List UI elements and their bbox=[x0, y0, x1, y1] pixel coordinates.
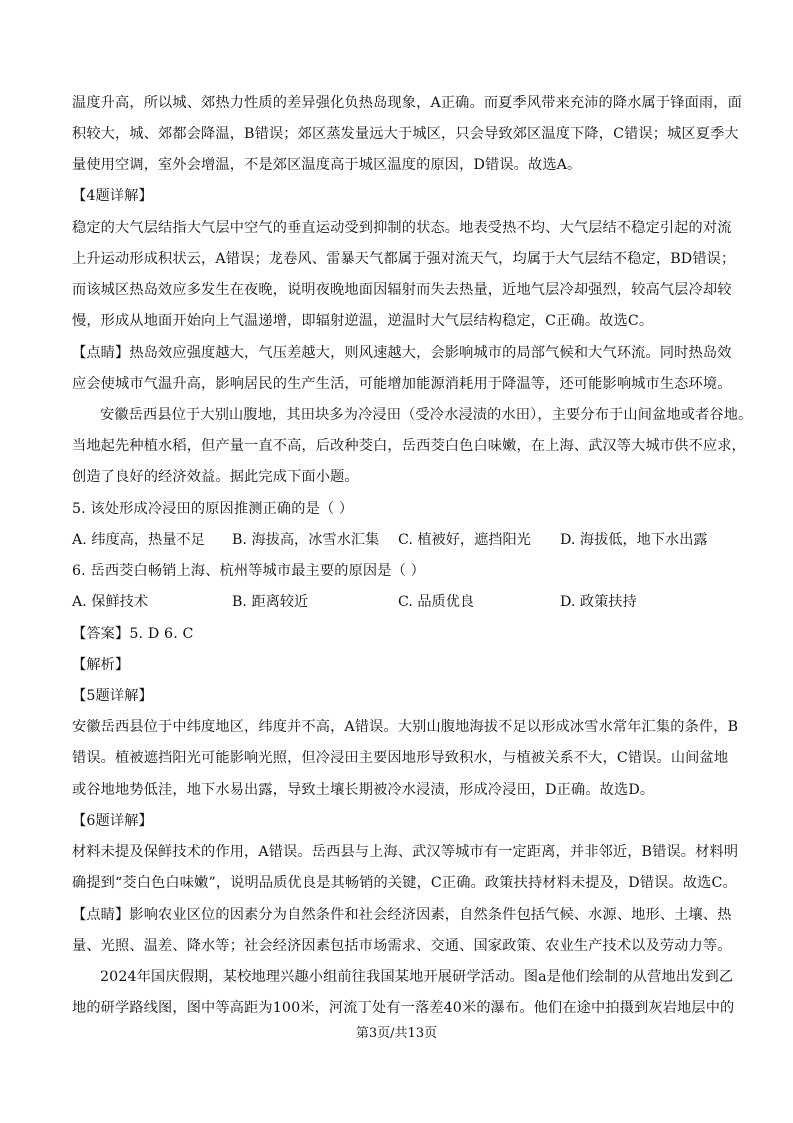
section-heading: 【4题详解】 bbox=[72, 188, 153, 204]
material-line: 2024年国庆假期，某校地理兴趣小组前往我国某地开展研学活动。图a是他们绘制的从营地出发到乙 bbox=[100, 969, 734, 985]
paragraph-line: 积较大，城、郊都会降温，B错误；郊区蒸发量远大于城区，只会导致郊区温度下降，C错误；城区夏季大 bbox=[72, 126, 739, 142]
page-number: 第3页/共13页 bbox=[355, 1026, 438, 1041]
option-d: D. 政策扶持 bbox=[560, 594, 637, 610]
note-line: 【点睛】热岛效应强度越大，气压差越大，则风速越大，会影响城市的局部气候和大气环流。同时热岛效 bbox=[72, 345, 732, 361]
material-line: 当地起先种植水稻，但产量一直不高，后改种茭白，岳西茭白色白味嫩，在上海、武汉等大城市供不应求， bbox=[72, 438, 746, 454]
option-c: C. 品质优良 bbox=[398, 594, 475, 610]
paragraph-line: 稳定的大气层结指大气层中空气的垂直运动受到抑制的状态。地表受热不均、大气层结不稳定引起的对流 bbox=[72, 220, 732, 236]
option-b: B. 海拔高，冰雪水汇集 bbox=[232, 532, 380, 548]
paragraph-line: 材料未提及保鲜技术的作用，A错误。岳西县与上海、武汉等城市有一定距离，并非邻近，B错误。材料明 bbox=[72, 844, 739, 860]
question-5: 5. 该处形成冷浸田的原因推测正确的是（ ） bbox=[72, 501, 354, 517]
question-6: 6. 岳西茭白畅销上海、杭州等城市最主要的原因是（ ） bbox=[72, 563, 425, 579]
material-line: 地的研学路线图，图中等高距为100米，河流丁处有一落差40米的瀑布。他们在途中拍摄到灰岩地层中的 bbox=[72, 1000, 735, 1016]
paragraph-line: 确提到“茭白色白味嫩”，说明品质优良是其畅销的关键，C正确。政策扶持材料未提及，D错误。故选C。 bbox=[72, 875, 737, 891]
option-d: D. 海拔低，地下水出露 bbox=[560, 532, 708, 548]
material-line: 创造了良好的经济效益。据此完成下面小题。 bbox=[72, 469, 359, 485]
material-line: 安徽岳西县位于大别山腹地，其田块多为冷浸田（受冷水浸渍的水田），主要分布于山间盆地或者谷地。 bbox=[100, 407, 753, 423]
paragraph-line: 而该城区热岛效应多发生在夜晚，说明夜晚地面因辐射而失去热量，近地气层冷却强烈，较高气层冷却较 bbox=[72, 282, 732, 298]
option-a: A. 保鲜技术 bbox=[72, 594, 149, 610]
section-heading: 【5题详解】 bbox=[72, 688, 153, 704]
note-line: 【点睛】影响农业区位的因素分为自然条件和社会经济因素，自然条件包括气候、水源、地形、土壤、热 bbox=[72, 907, 732, 923]
paragraph-line: 慢，形成从地面开始向上气温递增，即辐射逆温，逆温时大气层结构稳定，C正确。故选C。 bbox=[72, 313, 654, 329]
paragraph-line: 温度升高，所以城、郊热力性质的差异强化负热岛现象，A正确。而夏季风带来充沛的降水属于锋面雨，面 bbox=[72, 95, 742, 111]
paragraph-line: 上升运动形成积状云，A错误；龙卷风、雷暴天气都属于强对流天气，均属于大气层结不稳定，BD错误； bbox=[72, 251, 736, 267]
paragraph-line: 或谷地地势低洼，地下水易出露，导致土壤长期被冷水浸渍，形成冷浸田，D正确。故选D。 bbox=[72, 782, 655, 798]
paragraph-line: 安徽岳西县位于中纬度地区，纬度并不高，A错误。大别山腹地海拔不足以形成冰雪水常年汇集的条件，B bbox=[72, 719, 739, 735]
paragraph-line: 量使用空调，室外会增温，不是郊区温度高于城区温度的原因，D错误。故选A。 bbox=[72, 157, 582, 173]
note-line: 应会使城市气温升高，影响居民的生产生活，可能增加能源消耗用于降温等，还可能影响城市生态环境。 bbox=[72, 376, 732, 392]
answer-line: 【答案】5. D 6. C bbox=[72, 626, 194, 642]
paragraph-line: 错误。植被遮挡阳光可能影响光照，但冷浸田主要因地形导致积水，与植被关系不大，C错误。山间盆地 bbox=[72, 750, 729, 766]
option-b: B. 距离较近 bbox=[232, 594, 309, 610]
option-c: C. 植被好，遮挡阳光 bbox=[398, 532, 531, 548]
note-line: 量、光照、温差、降水等；社会经济因素包括市场需求、交通、国家政策、农业生产技术以及劳动力等。 bbox=[72, 938, 732, 954]
option-a: A. 纬度高，热量不足 bbox=[72, 532, 205, 548]
analysis-heading: 【解析】 bbox=[72, 657, 130, 673]
section-heading: 【6题详解】 bbox=[72, 813, 153, 829]
